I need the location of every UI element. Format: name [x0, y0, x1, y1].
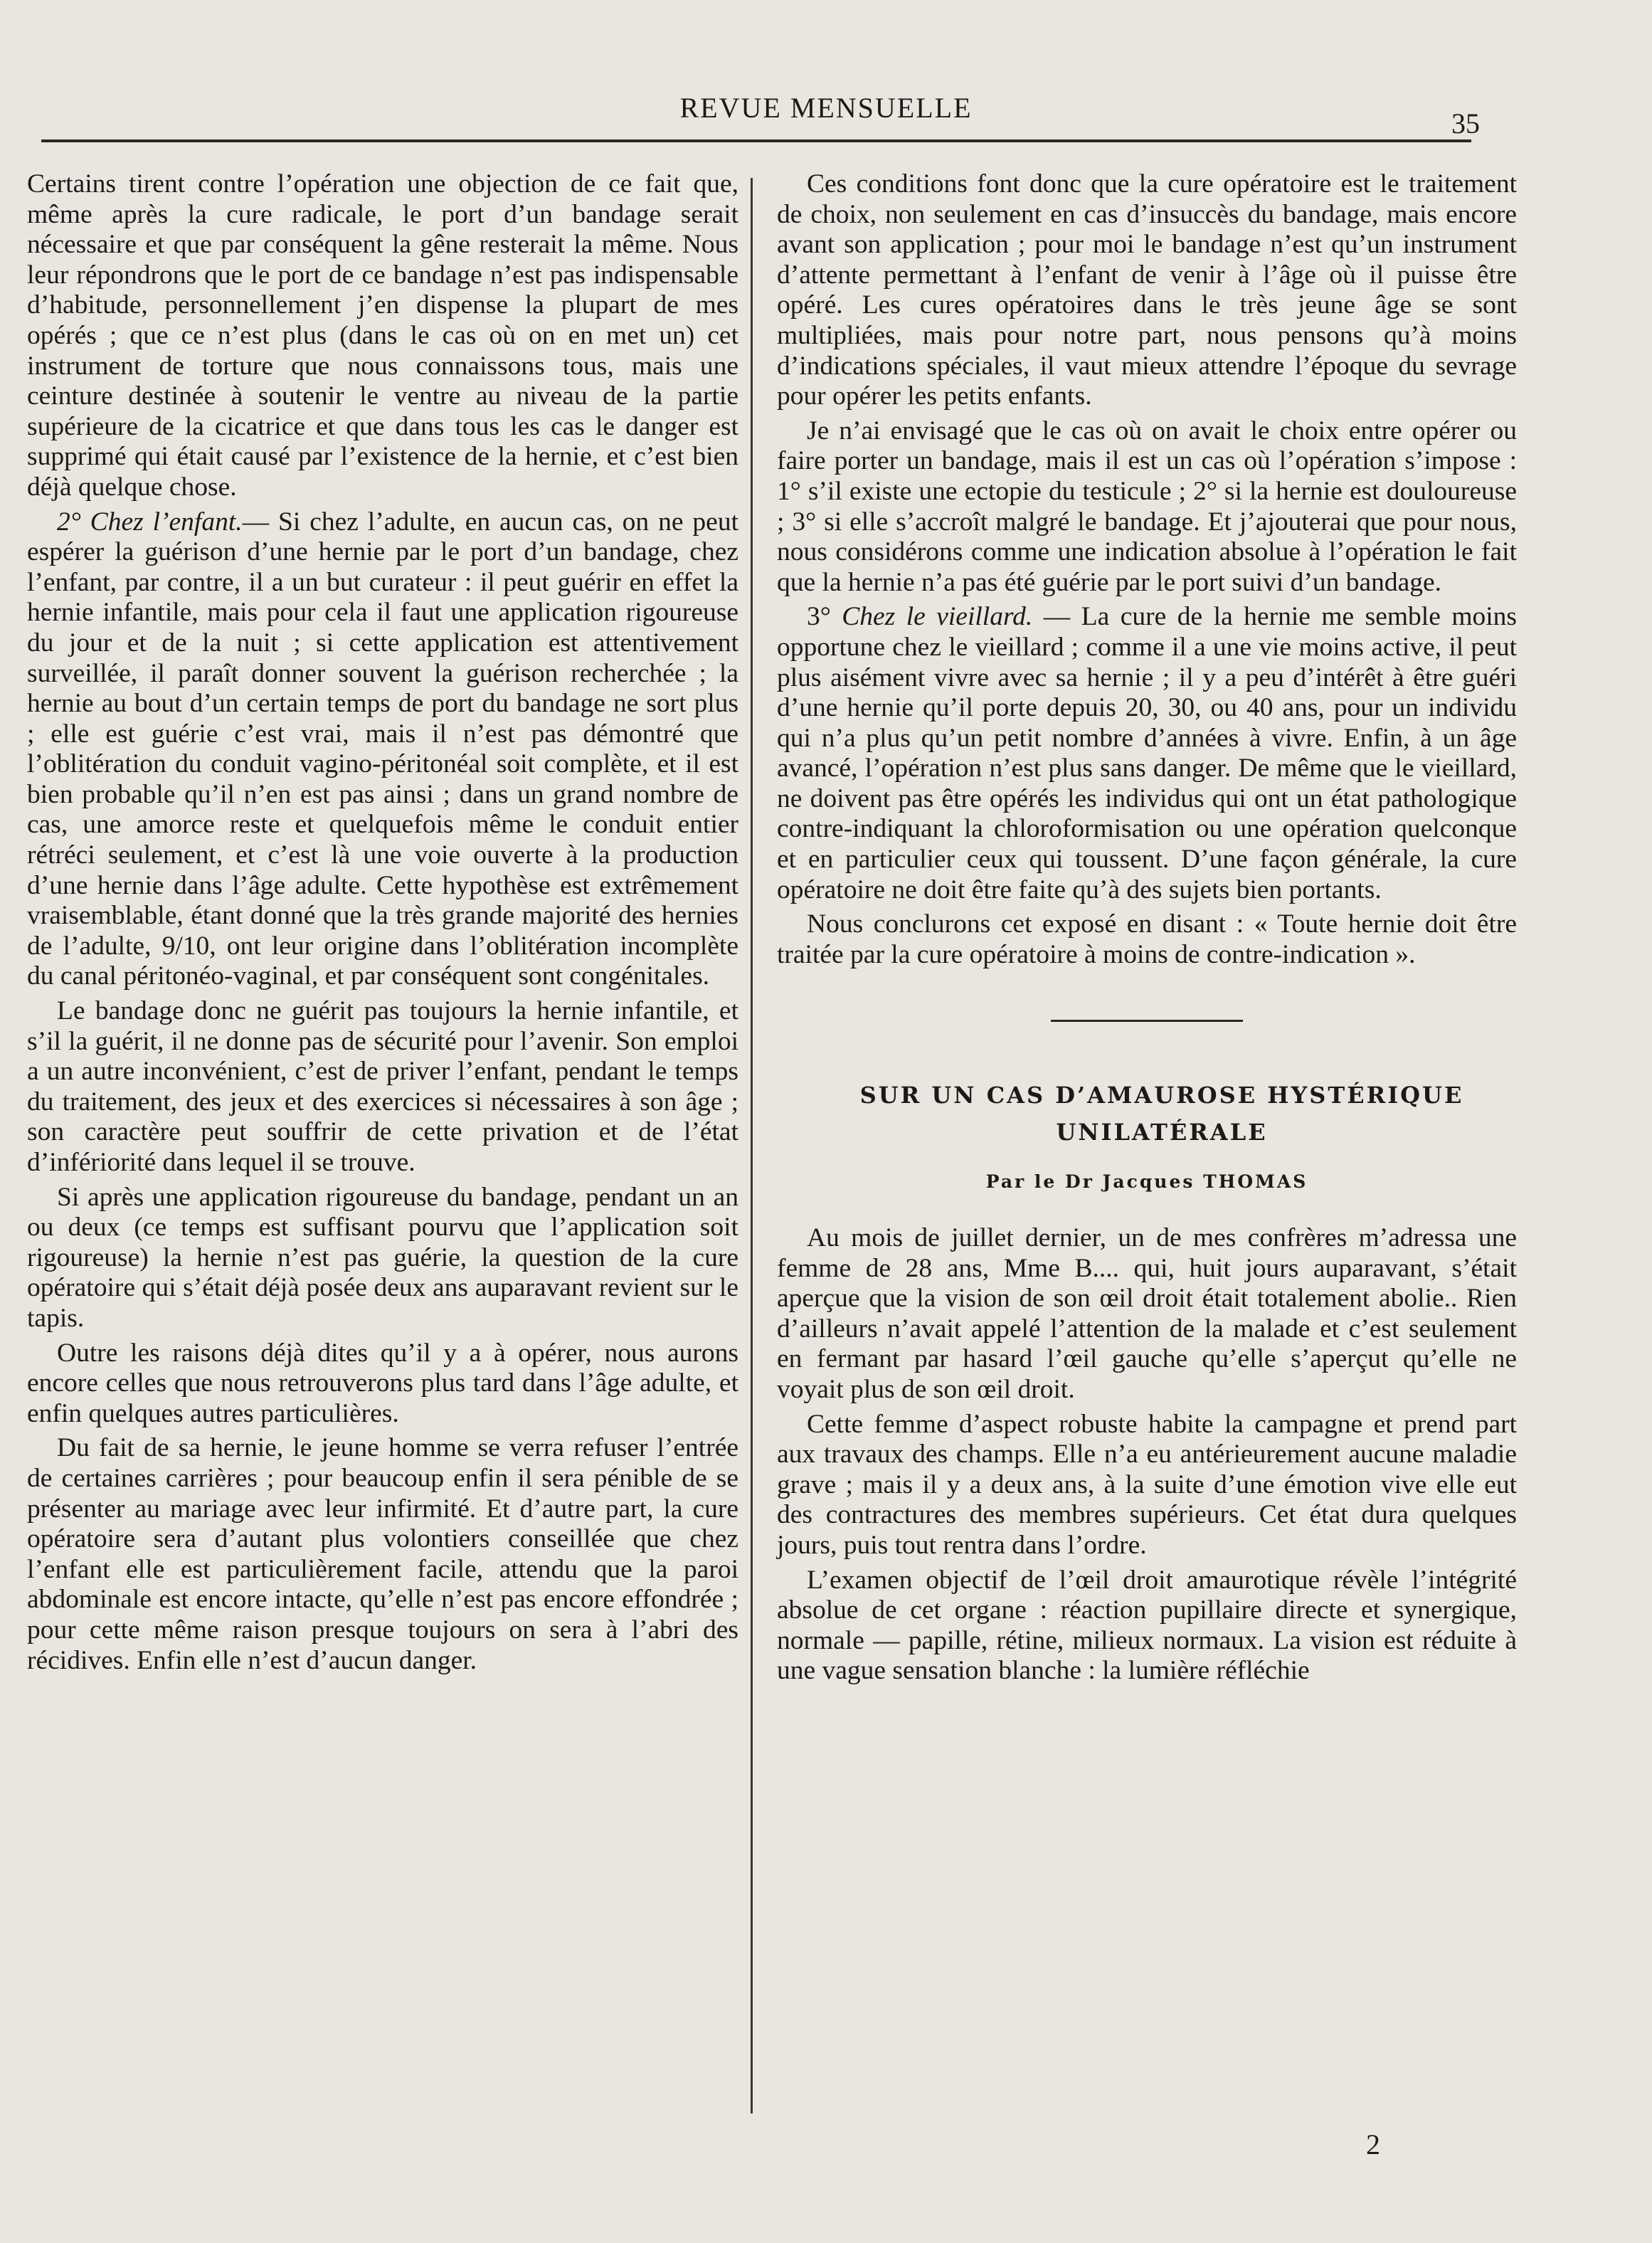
- article-byline: Par le Dr Jacques THOMAS: [985, 1171, 1308, 1193]
- paragraph-jeune-homme: Du fait de sa hernie, le jeune homme se verra refuser l’entrée de certaines carrières ; pour beaucoup enfin il sera pénible de se présenter au mariage avec leur infirmité. Et d’autre part, la cure opératoire sera d’autant plus volontiers conseillée que chez l’enfant elle est particulièrement facile, attendu que la paroi abdominale est encore intacte, qu’elle n’est pas encore effondrée ; pour cette même raison presque toujours on sera à l’abri des récidives. Enfin elle n’est d’aucun danger.: [27, 1433, 738, 1675]
- right-column: [777, 169, 1517, 1687]
- paragraph-application: Si après une application rigoureuse du bandage, pendant un an ou deux (ce temps est suffisant pourvu que l’application soit rigoureuse) la hernie n’est pas guérie, la question de la cure opératoire qui s’était déjà posée deux ans auparavant revient sur le tapis.: [27, 1182, 738, 1333]
- article-paragraph-robuste: Cette femme d’aspect robuste habite la campagne et prend part aux travaux des champs. Elle n’a eu antérieurement aucune maladie grave ; mais il y a deux ans, à la suite d’une émotion vive elle eut des contractures des membres supérieurs. Cet état dura quelques jours, puis tout rentra dans l’ordre.: [777, 1409, 1517, 1560]
- paragraph-chez-vieillard: [777, 602, 1517, 905]
- paragraph-objection: Certains tirent contre l’opération une objection de ce fait que, même après la cure radicale, le port d’un bandage serait nécessaire et que par conséquent la gêne resterait la même. Nous leur répondrons que le port de ce bandage n’est pas indispensable d’habitude, personnellement j’en dispense la plupart de mes opérés ; que ce n’est plus (dans le cas où on en met un) cet instrument de torture que nous connaissons tous, mais une ceinture destinée à soutenir le ventre au niveau de la partie supérieure de la cicatrice et que dans tous les cas le danger est supprimé qui était causé par l’existence de la hernie, et c’est bien déjà quelque chose.: [27, 169, 738, 502]
- article-title-line2: UNILATÉRALE: [1056, 1119, 1268, 1146]
- section-heading-enfant: 2° Chez l’enfant.: [57, 507, 243, 537]
- paragraph-choix: Je n’ai envisagé que le cas où on avait le choix entre opérer ou faire porter un bandage, mais il est un cas où l’opération s’impose : 1° s’il existe une ectopie du testicule ; 2° si la hernie est douloureuse ; 3° si elle s’accroît malgré le bandage. Et j’ajouterai que pour nous, nous considérons comme une indication absolue à l’opération le fait que la hernie n’a pas été guérie par le port suivi d’un bandage.: [777, 416, 1517, 597]
- left-column: [27, 169, 738, 1676]
- paragraph-conditions: Ces conditions font donc que la cure opératoire est le traitement de choix, non seulement en cas d’insuccès du bandage, mais encore avant son application ; pour moi le bandage n’est qu’un instrument d’attente permettant à l’enfant de venir à l’âge où il puisse être opéré. Les cures opératoires dans le très jeune âge se sont multipliées, mais pour notre part, nous pensons qu’à moins d’indications spéciales, il vaut mieux attendre l’époque du sevrage pour opérer les petits enfants.: [777, 169, 1517, 411]
- paragraph-raisons: Outre les raisons déjà dites qu’il y a à opérer, nous aurons encore celles que nous retrouverons plus tard dans l’âge adulte, et enfin quelques autres particulières.: [27, 1338, 738, 1428]
- page-number: 35: [1451, 107, 1480, 139]
- running-title: REVUE MENSUELLE: [679, 92, 973, 124]
- paragraph-chez-enfant: [27, 507, 738, 993]
- vieillard-text: — La cure de la hernie me semble moins opportune chez le vieillard ; comme il a une vie moins active, il peut plus aisément vivre avec sa hernie ; il y a peu d’intérêt à être guéri d’une hernie qu’il porte depuis 20, 30, ou 40 ans, pour un individu qui n’a plus qu’un petit nombre d’années à vivre. Enfin, à un âge avancé, l’opération n’est plus sans danger. De même que le vieillard, ne doivent pas être opérés les individus qui ont un état pathologique contre-indiquant la chloroformisation ou une opération quelconque et en particulier ceux qui toussent. D’une façon générale, la cure opératoire ne doit être faite qu’à des sujets bien portants.: [777, 602, 1518, 904]
- article-paragraph-examen: L’examen objectif de l’œil droit amaurotique révèle l’intégrité absolue de cet organe : réaction pupillaire directe et synergique, normale — papille, rétine, milieux normaux. La vision est réduite à une vague sensation blanche : la lumière réfléchie: [777, 1565, 1517, 1686]
- section-number-vieillard: 3°: [807, 602, 831, 632]
- section-heading-vieillard: Chez le vieillard.: [842, 602, 1033, 632]
- header-rule: [41, 139, 1471, 142]
- enfant-text: — Si chez l’adulte, en aucun cas, on ne peut espérer la guérison d’une hernie par le port d’un bandage, chez l’enfant, par contre, il a un but curateur : il peut guérir en effet la hernie infantile, mais pour cela il faut une application rigoureuse du jour et de la nuit ; si cette application est attentivement surveillée, il paraît donner souvent la guérison recherchée ; la hernie au bout d’un certain temps de port du bandage ne sort plus ; elle est guérie c’est vrai, mais il n’est pas démontré que l’oblitération du conduit vagino-péritonéal soit complète, et il est bien probable qu’il n’en est pas ainsi ; dans un grand nombre de cas, une amorce reste et quelquefois même le conduit entier rétréci seulement, et c’est là une voie ouverte à la production d’une hernie dans l’âge adulte. Cette hypothèse est extrêmement vraisemblable, étant donné que la très grande majorité des hernies de l’adulte, 9/10, ont leur origine dans l’oblitération incomplète du canal péritonéo-vaginal, et par conséquent sont congénitales.: [27, 507, 738, 991]
- paragraph-conclusion: Nous conclurons cet exposé en disant : « Toute hernie doit être traitée par la cure opératoire à moins de contre-indication ».: [777, 909, 1517, 969]
- paragraph-bandage: Le bandage donc ne guérit pas toujours la hernie infantile, et s’il la guérit, il ne donne pas de sécurité pour l’avenir. Son emploi a un autre inconvénient, c’est de priver l’enfant, pendant le temps du traitement, des jeux et des exercices si nécessaires à son âge ; son caractère peut souffrir de cette privation et de l’état d’infériorité dans lequel il se trouve.: [27, 996, 738, 1177]
- article-paragraph-juillet: Au mois de juillet dernier, un de mes confrères m’adressa une femme de 28 ans, Mme B.... qui, huit jours auparavant, s’était aperçue que la vision de son œil droit était totalement abolie.. Rien d’ailleurs n’avait appelé l’attention de la malade et c’est seulement en fermant par hasard l’œil gauche qu’elle s’aperçut qu’elle ne voyait plus de son œil droit.: [777, 1223, 1517, 1404]
- article-title-line1: SUR UN CAS D’AMAUROSE HYSTÉRIQUE: [859, 1082, 1464, 1109]
- sheet-signature-mark: 2: [1366, 2128, 1380, 2160]
- column-divider: [751, 178, 753, 2113]
- section-separator: [1051, 1020, 1243, 1022]
